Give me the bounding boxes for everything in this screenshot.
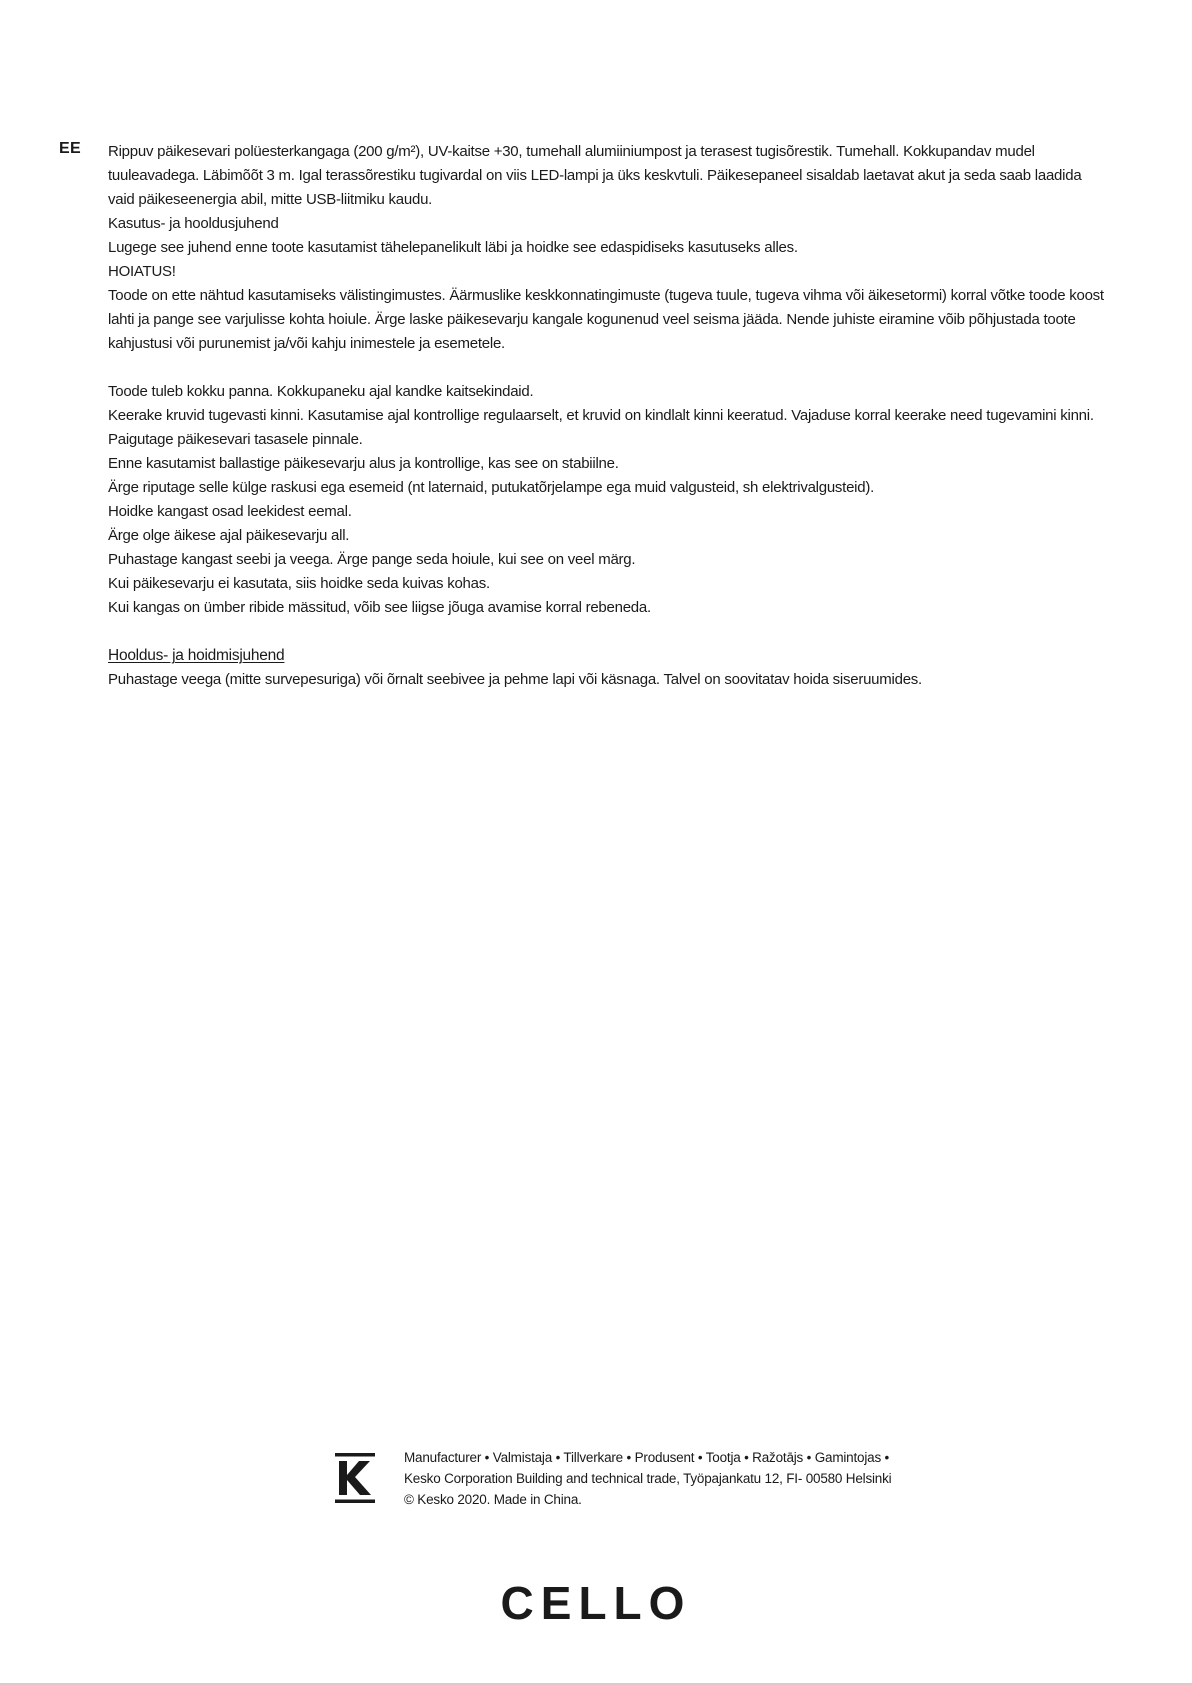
usage-guide <box>108 212 1108 356</box>
instruction-item: Keerake kruvid tugevasti kinni. Kasutamise ajal kontrollige regulaarselt, et kruvid on kindlalt kinni keeratud. Vajaduse korral keerake need tugevamini kinni. <box>108 407 1094 424</box>
brand-logo: CELLO <box>500 1577 692 1629</box>
product-description: Rippuv päikesevari polüesterkangaga (200 g/m²), UV-kaitse +30, tumehall alumiiniumpost ja terasest tugisõrestik. Tumehall. Kokkupandav mudel tuuleavadega. Läbimõõt 3 m. Igal terassõrestiku tugivardal on viis LED-lampi ja üks keskvtuli. Päikesepaneel sisaldab laetavat akut ja seda saab laadida vaid päikeseenergia abil, mitte USB-liitmiku kaudu. <box>108 143 1082 208</box>
instruction-item: Paigutage päikesevari tasasele pinnale. <box>108 431 363 448</box>
instruction-item: Kui kangas on ümber ribide mässitud, võib see liigse jõuga avamise korral rebeneda. <box>108 599 651 616</box>
warning-label: HOIATUS! <box>108 263 176 280</box>
instruction-item: Puhastage kangast seebi ja veega. Ärge pange seda hoiule, kui see on veel märg. <box>108 551 636 568</box>
guide-read-notice: Lugege see juhend enne toote kasutamist tähelepanelikult läbi ja hoidke see edaspidiseks kasutuseks alles. <box>108 239 798 256</box>
instruction-item: Ärge olge äikese ajal päikesevarju all. <box>108 527 350 544</box>
instruction-item: Enne kasutamist ballastige päikesevarju alus ja kontrollige, kas see on stabiilne. <box>108 455 619 472</box>
language-code: EE <box>59 140 81 157</box>
warning-text: Toode on ette nähtud kasutamiseks välistingimustes. Äärmuslike keskkonnatingimuste (tugeva tuule, tugeva vihma või äikesetormi) korral võtke toode koost lahti ja pange see varjulisse kohta hoiule. Ärge laske päikesevarju kangale kogunenud veel seisma jääda. Nende juhiste eiramine võib põhjustada toote kahjustusi või purunemist ja/või kahju inimestele ja esemetele. <box>108 287 1104 352</box>
instruction-item: Ärge riputage selle külge raskusi ega esemeid (nt laternaid, putukatõrjelampe ega muid valgusteid, sh elektrivalgusteid). <box>108 479 875 496</box>
instruction-item: Kui päikesevarju ei kasutata, siis hoidke seda kuivas kohas. <box>108 575 490 592</box>
manufacturer-footer <box>335 1447 895 1517</box>
manufacturer-text: Manufacturer • Valmistaja • Tillverkare • Produsent • Tootja • Ražotājs • Gamintojas • Kesko Corporation Building and technical trade, Työpajankatu 12, FI- 00580 Helsinki © Kesko 2020. Made in China. <box>404 1450 892 1507</box>
kesko-k-logo-icon <box>335 1453 375 1503</box>
care-text: Puhastage veega (mitte survepesuriga) või õrnalt seebivee ja pehme lapi või käsnaga. Talvel on soovitatav hoida siseruumides. <box>108 671 922 688</box>
guide-title: Kasutus- ja hooldusjuhend <box>108 215 279 232</box>
document-body <box>108 140 1108 692</box>
care-heading: Hooldus- ja hoidmisjuhend <box>108 647 285 664</box>
instruction-item: Hoidke kangast osad leekidest eemal. <box>108 503 352 520</box>
instruction-item: Toode tuleb kokku panna. Kokkupaneku ajal kandke kaitsekindaid. <box>108 383 534 400</box>
instruction-list <box>108 380 1108 620</box>
